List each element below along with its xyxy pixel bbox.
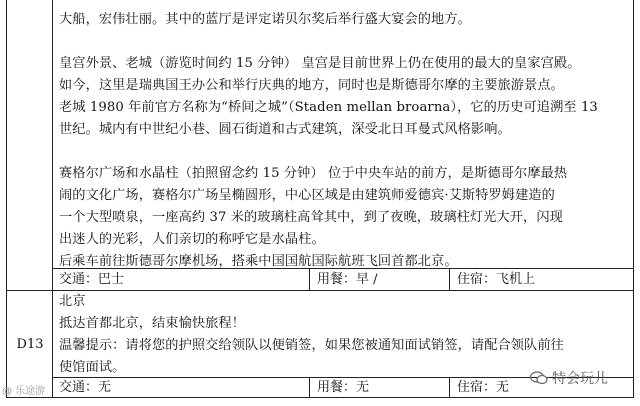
day-separator bbox=[7, 290, 633, 291]
d12-line-12: 后乘车前往斯德哥尔摩机场，搭乘中国国航国际航班飞回首都北京。 bbox=[59, 254, 458, 269]
d12-line-6: 世纪。城内有中世纪小巷、圆石街道和古式建筑，深受北日耳曼式风格影响。 bbox=[59, 122, 511, 137]
d12-line-11: 出迷人的光彩，人们亲切的称呼它是水晶柱。 bbox=[59, 232, 325, 247]
d12-line-1: 大船，宏伟壮丽。其中的蓝厅是评定诺贝尔奖后举行盛大宴会的地方。 bbox=[59, 12, 471, 27]
d12-footer-divider-2 bbox=[449, 268, 450, 290]
day-column bbox=[7, 0, 53, 397]
d12-line-10: 一个大型喷泉，一座高约 37 米的玻璃柱高耸其中，到了夜晚，玻璃柱灯光大开，闪现 bbox=[59, 210, 563, 225]
d12-footer-divider-1 bbox=[309, 268, 310, 290]
d13-meals: 用餐：无 bbox=[317, 380, 370, 395]
d13-footer-divider-2 bbox=[449, 377, 450, 397]
d13-footer-divider-1 bbox=[309, 377, 310, 397]
itinerary-table bbox=[6, 0, 634, 398]
d13-line-4: 使馆面试。 bbox=[59, 360, 126, 375]
chat-bubble-icon bbox=[530, 371, 548, 385]
d12-transport: 交通：巴士 bbox=[59, 272, 125, 287]
d12-lodging: 住宿：飞机上 bbox=[457, 272, 536, 287]
day-label-d13: D13 bbox=[16, 337, 44, 352]
d12-line-5: 老城 1980 年前官方名称为“桥间之城”（Staden mellan broarna），它的历史可追溯至 13 bbox=[59, 100, 598, 115]
watermark-right-text: 特会玩儿 bbox=[552, 371, 608, 387]
d13-lodging: 住宿：无 bbox=[457, 380, 510, 395]
d12-line-9: 闹的文化广场，赛格尔广场呈椭圆形，中心区域是由建筑师爱德宾·艾斯特罗姆建造的 bbox=[59, 188, 555, 203]
d13-line-2: 抵达首都北京，结束愉快旅程！ bbox=[59, 316, 246, 331]
d12-footer-top-border bbox=[53, 268, 633, 269]
watermark-right bbox=[530, 368, 608, 388]
d13-line-3: 温馨提示：请将您的护照交给领队以便销签，如果您被通知面试销签，请配合领队前往 bbox=[59, 338, 564, 353]
d12-line-3: 皇宫外景、老城（游览时间约 15 分钟） 皇宫是目前世界上仍在使用的最大的皇家宫殿。 bbox=[59, 56, 581, 71]
d12-meals: 用餐：早 / bbox=[317, 272, 378, 287]
watermark-left: @ 乐途游 bbox=[2, 386, 46, 397]
d13-line-1: 北京 bbox=[59, 294, 86, 309]
d13-transport: 交通：无 bbox=[59, 380, 112, 395]
d12-line-4: 如今，这里是瑞典国王办公和举行庆典的地方，同时也是斯德哥尔摩的主要旅游景点。 bbox=[59, 78, 564, 93]
d12-line-8: 赛格尔广场和水晶柱（拍照留念约 15 分钟） 位于中央车站的前方，是斯德哥尔摩最热 bbox=[59, 166, 568, 181]
